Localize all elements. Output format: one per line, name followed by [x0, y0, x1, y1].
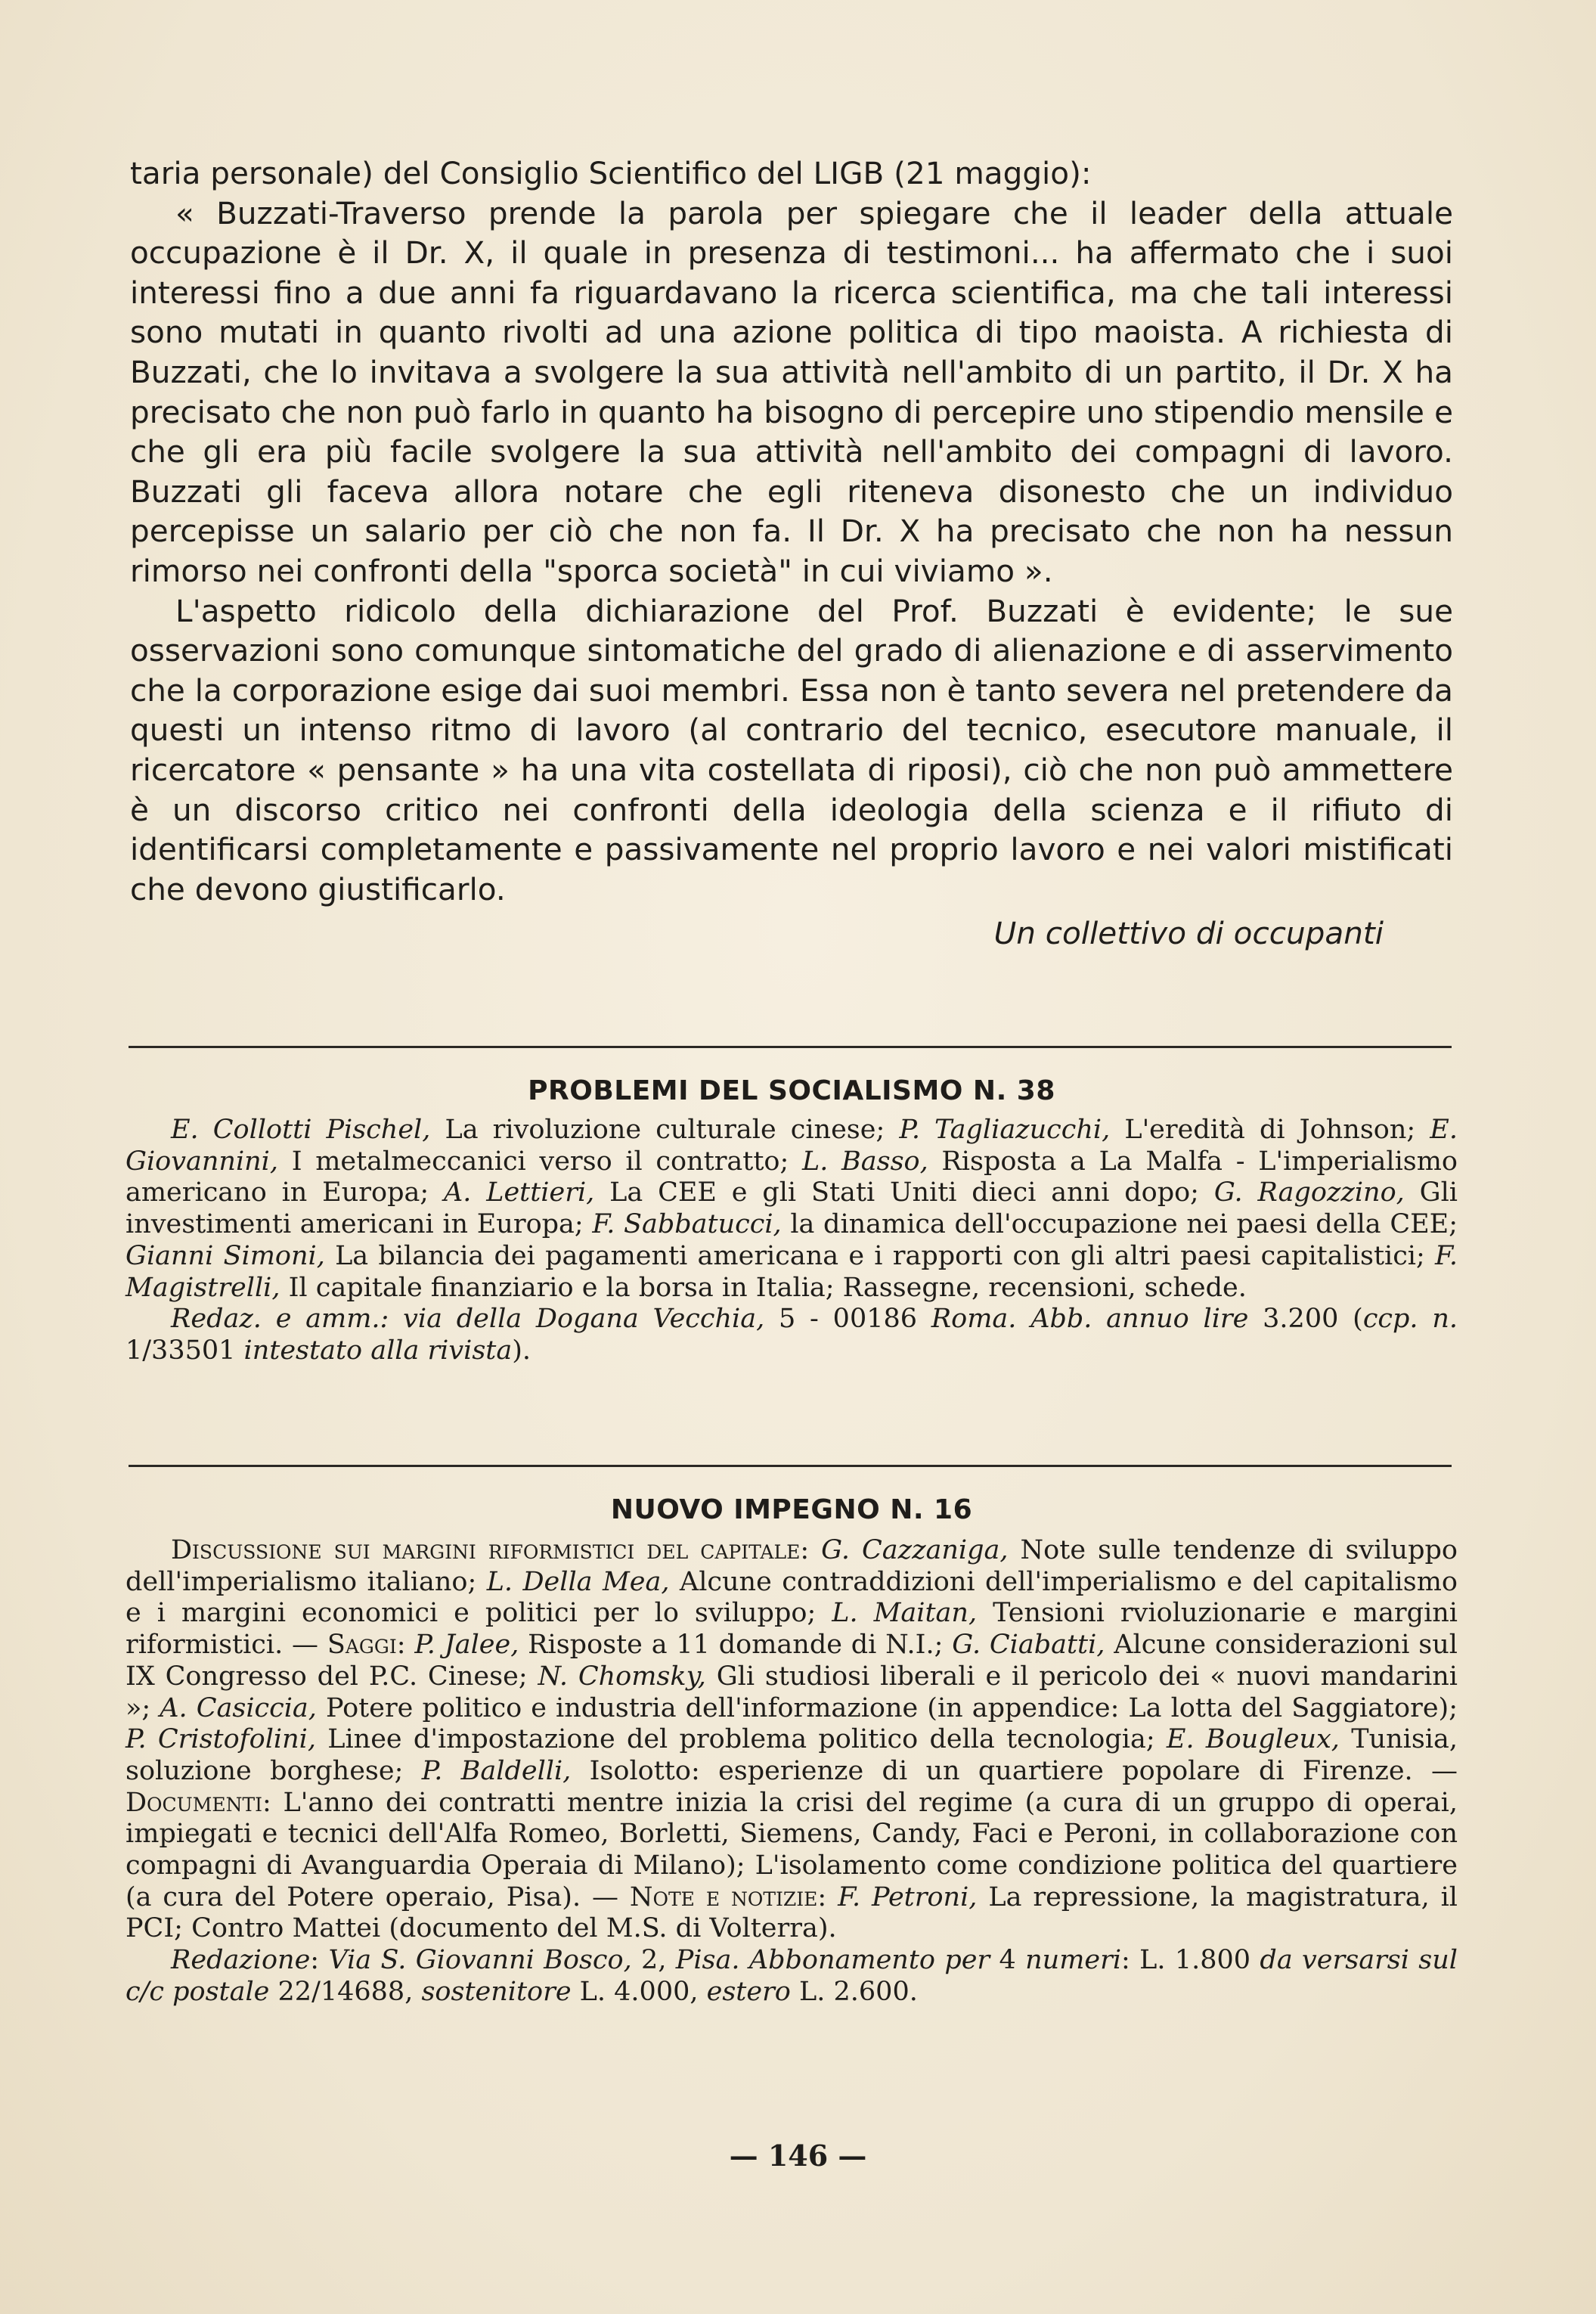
title: La bilancia dei pagamenti americana e i rapporti con gli altri paesi capitalistici;	[324, 1240, 1436, 1271]
editorial-label: intestato alla rivista	[243, 1335, 513, 1366]
page-number: — 146 —	[729, 2139, 867, 2173]
rubric: Note e notizie	[629, 1881, 818, 1912]
paragraph: L'aspetto ridicolo della dichiarazione del Prof. Buzzati è evidente; le sue osservazioni sono comunque sintomatiche del grado di alienazione e di asservimento che la corporazione esige dai suoi membri. Essa non è tanto severa nel pretendere da questi un intenso ritmo di lavoro (al contrario del tecnico, esecutore manuale, il ricercatore « pensante » ha una vita costellata di riposi), ciò che non può ammettere è un discorso critico nei confronti della ideologia della scienza e il rifiuto di identificarsi completamente e passivamente nel proprio lavoro e nei valori mistificati che devono giustificarlo.	[130, 592, 1453, 907]
author: Gianni Simoni,	[126, 1240, 325, 1271]
editorial-label: sostenitore	[421, 1976, 572, 2007]
quote-paragraph: « Buzzati-Traverso prende la parola per spiegare che il leader della attuale occupazione è il Dr. X, il quale in presenza di testimoni... ha affermato che i suoi interessi fino a due anni fa riguardavano la ricerca scientifica, ma che tali interessi sono mutati in quanto rivolti ad una azione politica di tipo maoista. A richiesta di Buzzati, che lo invitava a svolgere la sua attività nell'ambito di un partito, il Dr. X ha precisato che non può farlo in quanto ha bisogno di percepire uno stipendio mensile e che gli era più facile svolgere la sua attività nell'ambito dei compagni di lavoro. Buzzati gli faceva allora notare che egli riteneva disonesto che un individuo percepisse un salario per ciò che non fa. Il Dr. X ha precisato che non ha nessun rimorso nei confronti della "sporca società" in cui viviamo ».	[130, 194, 1453, 589]
editorial-text: ).	[512, 1335, 531, 1366]
editorial-text: 1/33501	[126, 1335, 244, 1366]
title: I metalmeccanici verso il contratto;	[278, 1146, 802, 1177]
editorial-text: 2,	[631, 1945, 676, 1976]
section-heading: NUOVO IMPEGNO N. 16	[610, 1494, 973, 1525]
title: Potere politico e industria dell'informazione (in appendice: La lotta del Saggiatore);	[316, 1692, 1458, 1723]
rubric: Saggi	[327, 1630, 397, 1661]
author: A. Casiccia,	[160, 1692, 317, 1723]
section-body	[126, 1535, 1458, 2008]
editorial-label: numeri	[1025, 1945, 1122, 1976]
editorial-label: ccp. n.	[1362, 1304, 1458, 1335]
editorial-text: :	[310, 1945, 329, 1976]
editorial-text: 4	[990, 1945, 1026, 1976]
title: La rivoluzione culturale cinese;	[430, 1115, 900, 1145]
editorial-label: da versarsi sul c/c postale	[126, 1945, 1458, 2007]
title: la dinamica dell'occupazione nei paesi della CEE;	[781, 1209, 1458, 1240]
author: P. Baldelli,	[421, 1755, 572, 1786]
author: P. Cristofolini,	[126, 1724, 316, 1755]
signature: Un collettivo di occupanti	[993, 915, 1384, 952]
author: F. Petroni,	[838, 1881, 978, 1912]
editorial-label: Roma. Abb. annuo lire	[931, 1304, 1249, 1335]
author: F. Sabbatucci,	[592, 1209, 782, 1240]
author: E. Collotti Pischel,	[171, 1115, 431, 1145]
author: G. Ragozzino,	[1213, 1177, 1405, 1208]
author: L. Basso,	[801, 1146, 928, 1177]
contents-list	[126, 1115, 1458, 1304]
author: E. Bougleux,	[1166, 1724, 1340, 1755]
title: Gli investimenti americani in Europa;	[126, 1177, 1458, 1240]
title: Alcune contraddizioni dell'imperialismo e del capitalismo e i margini economici e politici per lo sviluppo;	[126, 1566, 1458, 1629]
title: Note sulle tendenze di sviluppo dell'imperialismo italiano;	[126, 1535, 1458, 1597]
contents-list	[126, 1535, 1458, 1945]
punct: :	[396, 1630, 415, 1661]
punct: :	[817, 1881, 838, 1912]
title: Tensioni rvioluzionarie e margini riformistici. —	[126, 1598, 1458, 1661]
title: : L'anno dei contratti mentre inizia la crisi del regime (a cura di un gruppo di operai, impiegati e tecnici dell'Alfa Romeo, Borletti, Siemens, Candy, Faci e Peroni, in collaborazione con compagni di Avanguardia Operaia di Milano); L'isolamento come condizione politica del quartiere (a cura del Potere operaio, Pisa). —	[126, 1787, 1458, 1912]
author: L. Della Mea,	[486, 1566, 670, 1597]
rubric: Discussione sui margini riformistici del capitale	[171, 1535, 801, 1565]
editorial-text: 3.200 (	[1248, 1304, 1363, 1335]
title: La CEE e gli Stati Uniti dieci anni dopo;	[594, 1177, 1214, 1208]
editorial-label: Via S. Giovanni Bosco,	[328, 1945, 632, 1976]
section-body	[126, 1115, 1458, 1367]
title: L'eredità di Johnson;	[1110, 1115, 1430, 1145]
editorial-label: Pisa. Abbonamento per	[675, 1945, 990, 1976]
editorial-info	[126, 1304, 1458, 1366]
author: N. Chomsky,	[538, 1661, 706, 1692]
title: Tunisia, soluzione borghese;	[126, 1724, 1458, 1786]
author: F. Magistrelli,	[126, 1240, 1458, 1303]
editorial-label: Redazione	[171, 1945, 311, 1976]
title: Risposta a La Malfa - L'imperialismo americano in Europa;	[126, 1146, 1458, 1208]
divider	[129, 1046, 1452, 1048]
author: P. Tagliazucchi,	[899, 1115, 1111, 1145]
title: Alcune considerazioni sul IX Congresso del P.C. Cinese;	[126, 1630, 1458, 1692]
editorial-text: L. 4.000,	[571, 1976, 707, 2007]
author: L. Maitan,	[832, 1598, 978, 1629]
author: P. Jalee,	[414, 1630, 519, 1661]
article-text	[130, 154, 1453, 954]
editorial-text: : L. 1.800	[1121, 1945, 1260, 1976]
title: Isolotto: esperienze di un quartiere popolare di Firenze. —	[571, 1755, 1458, 1786]
author: E. Giovannini,	[126, 1115, 1458, 1177]
editorial-text: L. 2.600.	[790, 1976, 918, 2007]
author: A. Lettieri,	[443, 1177, 595, 1208]
editorial-text: 22/14688,	[269, 1976, 422, 2007]
editorial-text: 5 - 00186	[764, 1304, 931, 1335]
title: Risposte a 11 domande di N.I.;	[519, 1630, 953, 1661]
editorial-info	[126, 1945, 1458, 2008]
author: G. Ciabatti,	[952, 1630, 1105, 1661]
title: Il capitale finanziario e la borsa in Italia; Rassegne, recensioni, schede.	[280, 1272, 1247, 1303]
title: Gli studiosi liberali e il pericolo dei « nuovi mandarini »;	[126, 1661, 1458, 1723]
rubric: Documenti	[126, 1787, 263, 1818]
title: Linee d'impostazione del problema politico della tecnologia;	[315, 1724, 1167, 1755]
section-heading: PROBLEMI DEL SOCIALISMO N. 38	[528, 1075, 1055, 1106]
editorial-label: estero	[706, 1976, 791, 2007]
divider	[129, 1465, 1452, 1467]
editorial-label: Redaz. e amm.: via della Dogana Vecchia,	[171, 1304, 765, 1335]
punct: :	[800, 1535, 822, 1565]
paragraph: taria personale) del Consiglio Scientifico del LIGB (21 maggio):	[130, 155, 1092, 191]
title: La repressione, la magistratura, il PCI; Contro Mattei (documento del M.S. di Volterra).	[126, 1881, 1458, 1944]
author: G. Cazzaniga,	[821, 1535, 1009, 1565]
